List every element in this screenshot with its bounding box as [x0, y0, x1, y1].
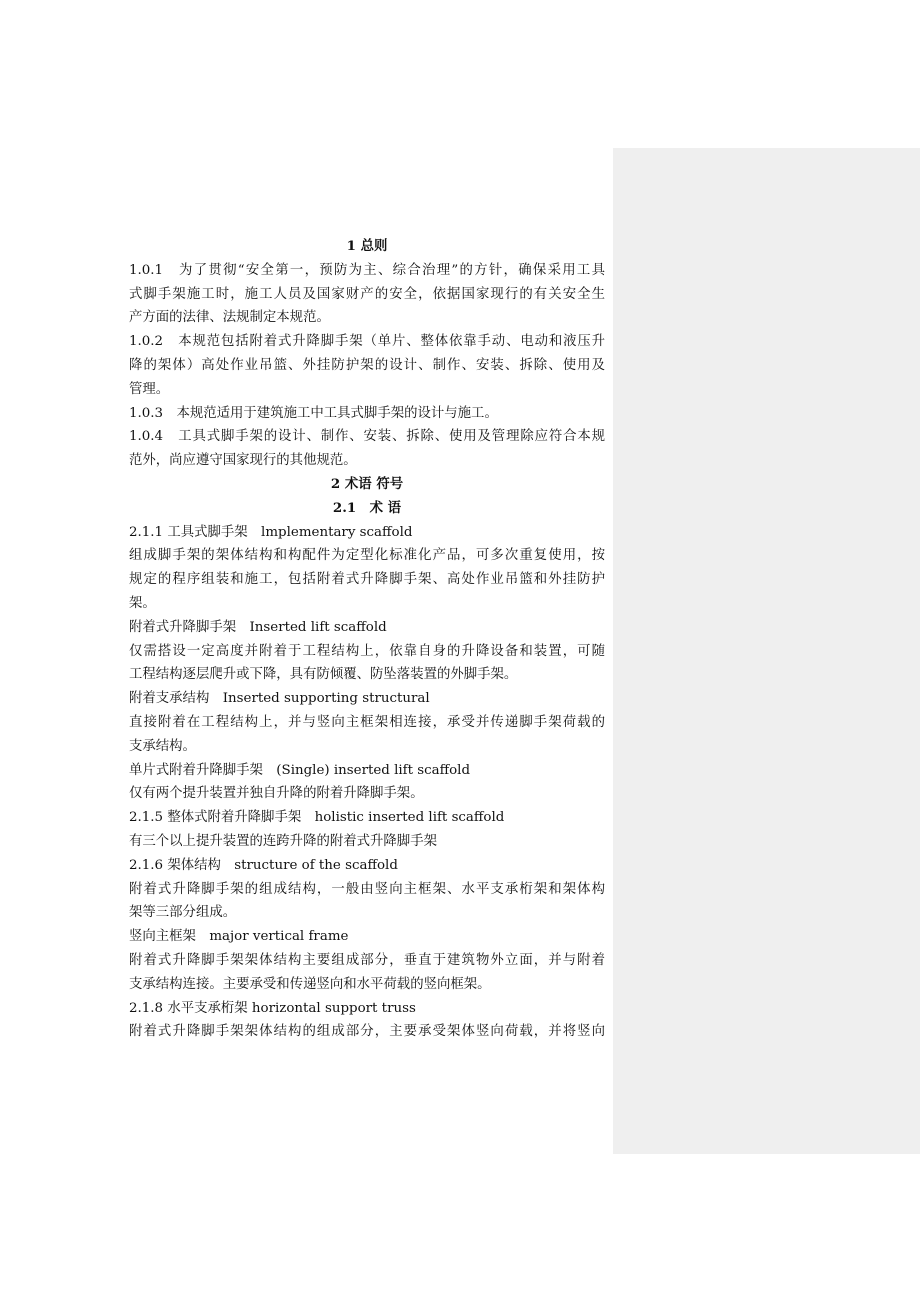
section-heading: 1 总则 — [346, 238, 388, 254]
text-line: 规定的程序组装和施工，包括附着式升降脚手架、高处作业吊篮和外挂防护 — [129, 572, 605, 588]
text-line: 架。 — [129, 595, 156, 611]
text-line: 架等三部分组成。 — [129, 905, 237, 921]
text-line: 1.0.4 工具式脚手架的设计、制作、安装、拆除、使用及管理除应符合本规 — [129, 429, 605, 445]
text-line: 附着式升降脚手架架体结构主要组成部分，垂直于建筑物外立面，并与附着 — [129, 952, 605, 968]
section-heading: 2.1 术 语 — [332, 499, 402, 516]
text-line: 单片式附着升降脚手架 (Single) inserted lift scaffold — [129, 762, 471, 778]
text-line: 1.0.3 本规范适用于建筑施工中工具式脚手架的设计与施工。 — [129, 405, 498, 421]
text-line: 2.1.1 工具式脚手架 lmplementary scaffold — [129, 524, 413, 540]
text-line: 产方面的法律、法规制定本规范。 — [129, 310, 330, 326]
comment-pane — [613, 148, 920, 1154]
text-line: 式脚手架施工时，施工人员及国家财产的安全，依据国家现行的有关安全生 — [129, 286, 605, 302]
text-line: 工程结构逐层爬升或下降，具有防倾覆、防坠落装置的外脚手架。 — [129, 667, 518, 683]
text-line: 2.1.5 整体式附着升降脚手架 holistic inserted lift scaffold — [129, 810, 505, 826]
text-line: 支承结构连接。主要承受和传递竖向和水平荷载的竖向框架。 — [129, 976, 491, 992]
text-line: 附着式升降脚手架架体结构的组成部分，主要承受架体竖向荷载，并将竖向 — [129, 1024, 605, 1040]
text-line: 2.1.6 架体结构 structure of the scaffold — [129, 857, 398, 873]
text-line: 附着式升降脚手架 Inserted lift scaffold — [129, 619, 387, 635]
text-line: 范外，尚应遵守国家现行的其他规范。 — [129, 453, 357, 469]
text-line: 直接附着在工程结构上，并与竖向主框架相连接，承受并传递脚手架荷载的 — [129, 714, 605, 730]
text-line: 支承结构。 — [129, 738, 196, 754]
text-line: 仅需搭设一定高度并附着于工程结构上，依靠自身的升降设备和装置，可随 — [129, 643, 605, 659]
text-line: 组成脚手架的架体结构和构配件为定型化标准化产品，可多次重复使用，按 — [129, 548, 605, 564]
text-line: 仅有两个提升装置并独自升降的附着升降脚手架。 — [129, 786, 424, 802]
text-line: 管理。 — [129, 381, 170, 397]
text-line: 1.0.2 本规范包括附着式升降脚手架（单片、整体依靠手动、电动和液压升 — [129, 334, 605, 350]
document-body — [129, 235, 605, 1044]
section-heading: 2 术语 符号 — [330, 475, 404, 492]
text-line: 附着支承结构 Inserted supporting structural — [129, 691, 430, 707]
text-line: 降的架体）高处作业吊篮、外挂防护架的设计、制作、安装、拆除、使用及 — [129, 357, 605, 373]
text-line: 竖向主框架 major vertical frame — [129, 929, 349, 945]
text-line: 有三个以上提升装置的连跨升降的附着式升降脚手架 — [129, 833, 437, 849]
text-line: 1.0.1 为了贯彻“安全第一，预防为主、综合治理”的方针，确保采用工具 — [129, 262, 605, 278]
text-line: 附着式升降脚手架的组成结构，一般由竖向主框架、水平支承桁架和架体构 — [129, 881, 605, 897]
text-line: 2.1.8 水平支承桁架 horizontal support truss — [129, 1000, 416, 1016]
